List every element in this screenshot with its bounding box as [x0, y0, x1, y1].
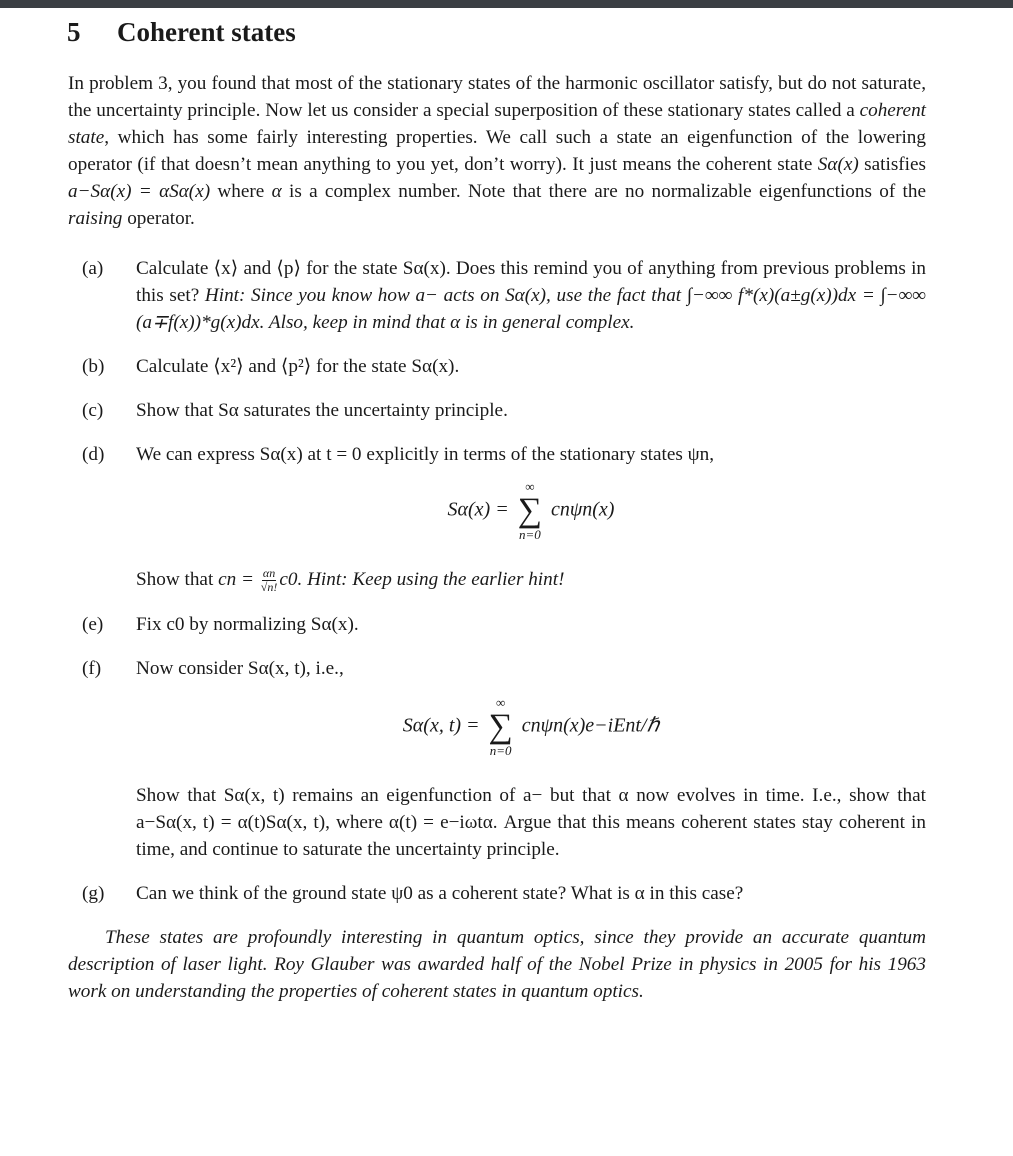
- item-g-text: Can we think of the ground state ψ0 as a coherent state? What is α in this case?: [136, 883, 744, 905]
- equation-time-evolution: [136, 696, 926, 774]
- sigma-symbol: ∑: [517, 492, 542, 529]
- item-a-text: Calculate ⟨x⟩ and ⟨p⟩ for the state Sα(x). Does this remind you of anything from previous problems in this set?: [136, 258, 926, 306]
- item-b-text: Calculate ⟨x²⟩ and ⟨p²⟩ for the state Sα(x).: [136, 356, 460, 377]
- item-d-hint: Hint: Keep using the earlier hint!: [307, 569, 565, 590]
- item-body: [136, 255, 926, 336]
- closing-paragraph: These states are profoundly interesting in quantum optics, since they provide an accurate quantum description of laser light. Roy Glauber was awarded half of the Nobel Prize in physics in 2005 for his 1963 work on understanding the properties of coherent states in quantum optics.: [68, 927, 926, 1003]
- item-d-show: [136, 566, 926, 594]
- intro-text-6: operator.: [122, 208, 195, 229]
- show-text: Show that: [136, 569, 219, 590]
- item-label: (f): [82, 658, 102, 680]
- problem-item-b: [68, 353, 926, 380]
- problem-item-e: [68, 611, 926, 638]
- section-title: Coherent states: [117, 17, 296, 47]
- item-f-text: Now consider Sα(x, t), i.e.,: [136, 658, 344, 680]
- raising-term: raising: [68, 208, 123, 229]
- item-label: (e): [82, 614, 104, 636]
- intro-text-2: , which has some fairly interesting properties. We call such a state an eigenfunction of the lowering operator (if that doesn’t mean anything to you yet, don’t worry). It just means the coherent state: [68, 127, 926, 175]
- item-f-show: Show that Sα(x, t) remains an eigenfunction of a− but that α now evolves in time. I.e., show that a−Sα(x, t) = α(t)Sα(x, t), where α(t) = e−iωtα. Argue that this means coherent states stay coherent in time, and continue to saturate the uncertainty principle.: [136, 785, 926, 861]
- document-page: [68, 14, 926, 1005]
- item-label: (b): [82, 356, 105, 377]
- equation-lhs: Sα(x, t) =: [402, 714, 480, 737]
- item-c-text: Show that Sα saturates the uncertainty principle.: [136, 400, 508, 421]
- fraction-denominator: √n!: [260, 580, 278, 595]
- problem-list: [68, 255, 926, 907]
- c0-term: c0.: [279, 569, 303, 590]
- top-bar: [0, 0, 1013, 8]
- equation-expansion: [136, 480, 926, 558]
- item-a-hint: Hint: Since you know how a− acts on Sα(x), use the fact that ∫−∞∞ f*(x)(a±g(x))dx = ∫−∞∞ (a∓f(x))*g(x)dx. Also, keep in mind that α is in general complex.: [136, 285, 926, 333]
- problem-item-a: [68, 255, 926, 336]
- summation-sign: [489, 696, 513, 758]
- equation-lhs: Sα(x) =: [447, 498, 509, 521]
- intro-text-5: is a complex number. Note that there are no normalizable eigenfunctions of the: [281, 181, 926, 202]
- item-label: (c): [82, 400, 104, 421]
- sum-lower-limit: n=0: [518, 527, 541, 542]
- item-body: [136, 655, 926, 863]
- fraction-numerator: αn: [262, 566, 276, 581]
- problem-item-f: [68, 655, 926, 863]
- intro-paragraph: [68, 70, 926, 232]
- problem-item-g: [68, 880, 926, 907]
- cn-lhs: cn =: [218, 569, 254, 590]
- fraction: [261, 567, 278, 594]
- intro-text-1: In problem 3, you found that most of the stationary states of the harmonic oscillator satisfy, but do not saturate, the uncertainty principle. Now let us consider a special superposition of these stationary states called a: [68, 73, 926, 121]
- section-heading: [67, 14, 925, 50]
- coherent-state-term: coherent state: [68, 100, 926, 148]
- item-body: [136, 441, 926, 594]
- equation-rhs: cnψn(x)e−iEnt/ℏ: [521, 714, 660, 737]
- item-label: (d): [82, 444, 105, 465]
- item-d-text: We can express Sα(x) at t = 0 explicitly in terms of the stationary states ψn,: [136, 444, 715, 465]
- equation-rhs: cnψn(x): [550, 498, 615, 521]
- intro-math-s-alpha: Sα(x): [817, 154, 859, 175]
- sum-lower-limit: n=0: [489, 743, 512, 759]
- item-e-text: Fix c0 by normalizing Sα(x).: [136, 614, 359, 636]
- item-label: (g): [82, 883, 105, 905]
- intro-math-alpha: α: [271, 181, 282, 202]
- problem-item-d: [68, 441, 926, 594]
- sum-upper-limit: ∞: [496, 695, 506, 711]
- problem-item-c: [68, 397, 926, 424]
- item-label: (a): [82, 258, 104, 279]
- summation-sign: [518, 480, 542, 542]
- intro-text-4: where: [210, 181, 272, 202]
- section-number: 5: [67, 17, 81, 47]
- sum-upper-limit: ∞: [525, 479, 535, 494]
- intro-text-3: satisfies: [858, 154, 926, 175]
- intro-math-eigen-eq: a−Sα(x) = αSα(x): [68, 181, 211, 202]
- sigma-symbol: ∑: [488, 708, 513, 746]
